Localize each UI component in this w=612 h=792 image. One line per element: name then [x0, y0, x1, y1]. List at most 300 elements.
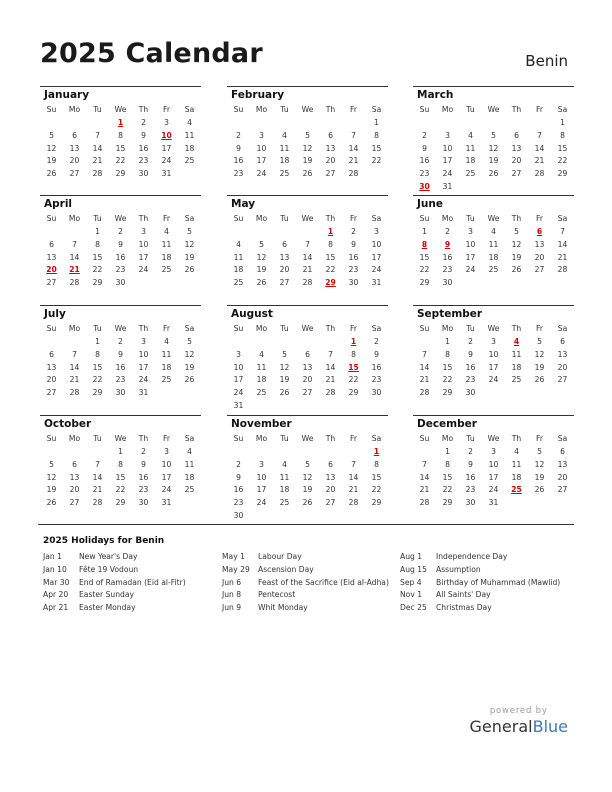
week-row: [227, 510, 388, 523]
date-cell: 20: [302, 375, 313, 385]
weekday-header: Th: [511, 324, 522, 333]
date-cell: 4: [164, 227, 169, 236]
date-cell: [365, 510, 388, 523]
date-cell: 23: [442, 265, 453, 275]
week-row: [413, 239, 574, 252]
date-cell: [273, 446, 296, 459]
date-cell: 29: [92, 278, 103, 288]
week-row: [413, 484, 574, 497]
weekday-header: Tu: [466, 324, 475, 333]
holiday-date: Aug 1: [400, 552, 423, 561]
date-cell: 3: [164, 447, 169, 456]
date-cell: 3: [141, 337, 146, 346]
week-row: [413, 264, 574, 277]
week-row: [227, 484, 388, 497]
date-cell: 14: [92, 472, 103, 482]
date-cell: 26: [302, 169, 313, 179]
date-cell: 10: [233, 362, 244, 372]
date-cell: 8: [560, 130, 565, 140]
date-cell: [342, 400, 365, 413]
date-cell: 23: [465, 375, 476, 385]
date-cell: 10: [138, 239, 149, 249]
week-row: [227, 155, 388, 168]
week-row: [413, 472, 574, 485]
weekday-header: Mo: [441, 434, 454, 443]
weekday-header: Fr: [163, 434, 170, 443]
date-cell: 18: [488, 252, 499, 262]
date-cell: [63, 446, 86, 459]
date-cell: 20: [279, 265, 290, 275]
weekday-header-row: [413, 212, 574, 226]
date-cell: 24: [138, 265, 149, 275]
weekday-header: Tu: [93, 214, 102, 223]
date-cell: 14: [325, 362, 336, 372]
holiday-date-cell: 8: [421, 239, 428, 249]
date-cell: 22: [325, 265, 336, 275]
date-cell: 6: [72, 459, 77, 469]
week-row: [413, 252, 574, 265]
date-cell: 8: [328, 239, 333, 249]
date-cell: 22: [92, 265, 103, 275]
date-cell: 27: [511, 169, 522, 179]
month-february: [227, 86, 388, 181]
date-cell: 24: [442, 169, 453, 179]
weekday-header: Su: [46, 324, 57, 333]
date-cell: 19: [488, 156, 499, 166]
date-cell: 9: [351, 239, 356, 249]
date-cell: 13: [557, 459, 568, 469]
date-cell: 13: [534, 239, 545, 249]
powered-by-text: powered by: [489, 706, 548, 716]
holiday-name: Fête 19 Vodoun: [79, 564, 139, 574]
date-cell: 11: [256, 362, 267, 372]
week-row: [413, 226, 574, 239]
weekday-header: Fr: [536, 214, 543, 223]
date-cell: 11: [184, 130, 195, 140]
month-may: [227, 195, 388, 290]
date-cell: [459, 277, 482, 290]
week-row: [227, 168, 388, 181]
date-cell: 19: [46, 485, 57, 495]
date-cell: 17: [161, 472, 172, 482]
date-cell: 2: [141, 118, 146, 127]
date-cell: 17: [488, 362, 499, 372]
date-cell: 25: [279, 498, 290, 508]
weekday-header: Su: [233, 434, 244, 443]
date-cell: 19: [302, 485, 313, 495]
weekday-header: We: [301, 434, 314, 443]
date-cell: 27: [302, 388, 313, 398]
date-cell: 12: [184, 239, 195, 249]
date-cell: 14: [557, 239, 568, 249]
date-cell: 11: [279, 472, 290, 482]
holidays-divider: [38, 524, 574, 525]
date-cell: [319, 510, 342, 523]
date-cell: 10: [442, 143, 453, 153]
holiday-entry: [400, 589, 580, 602]
week-row: [40, 484, 201, 497]
date-cell: 25: [184, 485, 195, 495]
month-september: [413, 305, 574, 400]
date-cell: 2: [422, 130, 427, 140]
date-cell: [296, 400, 319, 413]
holiday-entry: [222, 602, 402, 615]
date-cell: [250, 117, 273, 130]
weekday-header-row: [40, 432, 201, 446]
holiday-name: All Saints' Day: [436, 590, 491, 600]
date-cell: 28: [325, 388, 336, 398]
weekday-header-row: [40, 212, 201, 226]
week-row: [227, 277, 388, 290]
date-cell: [505, 497, 528, 510]
date-cell: [482, 117, 505, 130]
month-name: March: [417, 89, 454, 101]
date-cell: 29: [348, 388, 359, 398]
date-cell: 5: [537, 447, 542, 456]
date-cell: 26: [184, 375, 195, 385]
date-cell: 31: [161, 169, 172, 179]
date-cell: 6: [49, 349, 54, 359]
date-cell: 3: [445, 130, 450, 140]
date-cell: 21: [419, 485, 430, 495]
date-cell: 31: [442, 181, 453, 191]
date-cell: 9: [468, 459, 473, 469]
date-cell: 8: [95, 349, 100, 359]
date-cell: 4: [164, 337, 169, 346]
week-row: [40, 349, 201, 362]
week-row: [40, 239, 201, 252]
date-cell: [40, 226, 63, 239]
date-cell: 14: [534, 143, 545, 153]
holiday-date: Jun 9: [222, 603, 242, 613]
date-cell: 24: [233, 388, 244, 398]
date-cell: 17: [161, 143, 172, 153]
date-cell: 24: [256, 169, 267, 179]
date-cell: 18: [511, 362, 522, 372]
date-cell: 3: [374, 227, 379, 236]
date-cell: 18: [233, 265, 244, 275]
date-cell: 31: [233, 400, 244, 410]
date-cell: [296, 510, 319, 523]
date-cell: 11: [233, 252, 244, 262]
week-row: [40, 387, 201, 400]
date-cell: 17: [371, 252, 382, 262]
month-name: July: [44, 308, 66, 320]
date-cell: 16: [233, 156, 244, 166]
date-cell: 5: [259, 239, 264, 249]
week-row: [40, 362, 201, 375]
date-cell: 13: [279, 252, 290, 262]
date-cell: 27: [557, 375, 568, 385]
week-row: [227, 252, 388, 265]
date-cell: 17: [488, 472, 499, 482]
date-cell: [227, 226, 250, 239]
date-cell: 28: [92, 498, 103, 508]
date-cell: [342, 510, 365, 523]
date-cell: 30: [115, 278, 126, 288]
date-cell: [505, 387, 528, 400]
date-cell: 14: [419, 472, 430, 482]
date-cell: 20: [69, 156, 80, 166]
date-cell: 16: [371, 362, 382, 372]
date-cell: 21: [419, 375, 430, 385]
date-cell: 24: [161, 485, 172, 495]
date-cell: 7: [422, 349, 427, 359]
date-cell: 15: [371, 472, 382, 482]
date-cell: 11: [511, 349, 522, 359]
week-row: [227, 226, 388, 239]
date-cell: [250, 400, 273, 413]
holiday-date-cell: 20: [46, 265, 57, 275]
week-row: [413, 336, 574, 349]
month-name: January: [44, 89, 90, 101]
weekday-header-row: [40, 322, 201, 336]
date-cell: [63, 117, 86, 130]
date-cell: 26: [488, 169, 499, 179]
brand-name-part2: Blue: [532, 717, 568, 736]
date-cell: 28: [419, 498, 430, 508]
holiday-name: Easter Sunday: [79, 590, 135, 600]
weekday-header-row: [413, 432, 574, 446]
date-cell: 22: [371, 485, 382, 495]
date-cell: 19: [534, 362, 545, 372]
date-cell: 14: [348, 143, 359, 153]
date-cell: 12: [46, 143, 57, 153]
date-cell: [319, 446, 342, 459]
date-cell: 23: [138, 485, 149, 495]
date-cell: 27: [69, 169, 80, 179]
weekday-header: Sa: [184, 105, 195, 114]
brand-name: [470, 716, 568, 738]
date-cell: 20: [46, 375, 57, 385]
date-cell: 20: [534, 252, 545, 262]
date-cell: 9: [468, 349, 473, 359]
weekday-header: Th: [511, 105, 522, 114]
week-row: [227, 117, 388, 130]
date-cell: [365, 168, 388, 181]
date-cell: 3: [259, 130, 264, 140]
holiday-date-cell: 6: [536, 227, 543, 236]
weekday-header: We: [114, 214, 127, 223]
date-cell: [250, 226, 273, 239]
weekday-header: Tu: [466, 214, 475, 223]
date-cell: 1: [445, 337, 450, 346]
date-cell: 4: [187, 447, 192, 456]
month-august: [227, 305, 388, 413]
date-cell: [227, 336, 250, 349]
date-cell: 10: [138, 349, 149, 359]
date-cell: 6: [560, 447, 565, 456]
weekday-header-row: [227, 432, 388, 446]
date-cell: 8: [351, 349, 356, 359]
date-cell: [528, 181, 551, 194]
date-cell: [413, 336, 436, 349]
holiday-date: Aug 15: [400, 564, 427, 574]
date-cell: 19: [184, 362, 195, 372]
weekday-header: Sa: [557, 214, 568, 223]
week-row: [227, 446, 388, 459]
month-december: [413, 415, 574, 510]
date-cell: [178, 497, 201, 510]
date-cell: 7: [351, 459, 356, 469]
date-cell: 30: [233, 510, 244, 520]
date-cell: 22: [348, 375, 359, 385]
holiday-name: Assumption: [436, 564, 481, 574]
holiday-date: Jan 10: [43, 564, 67, 574]
date-cell: [273, 117, 296, 130]
date-cell: 21: [92, 485, 103, 495]
date-cell: [178, 387, 201, 400]
date-cell: 26: [302, 498, 313, 508]
weekday-header: Sa: [557, 105, 568, 114]
date-cell: 13: [69, 143, 80, 153]
date-cell: 31: [138, 388, 149, 398]
weekday-header: Su: [419, 324, 430, 333]
weekday-header: Su: [233, 105, 244, 114]
date-cell: [528, 497, 551, 510]
weekday-header: Mo: [68, 324, 81, 333]
date-cell: 28: [69, 388, 80, 398]
date-cell: 2: [236, 130, 241, 140]
weekday-header: Tu: [93, 105, 102, 114]
holiday-name: Pentecost: [258, 590, 296, 600]
date-cell: 25: [184, 156, 195, 166]
date-cell: 7: [95, 130, 100, 140]
week-row: [227, 497, 388, 510]
date-cell: 9: [118, 239, 123, 249]
weekday-header-row: [227, 103, 388, 117]
date-cell: 29: [419, 278, 430, 288]
date-cell: [505, 277, 528, 290]
date-cell: 14: [348, 472, 359, 482]
date-cell: 23: [419, 169, 430, 179]
weekday-header: Su: [46, 434, 57, 443]
date-cell: 19: [184, 252, 195, 262]
date-cell: [482, 387, 505, 400]
date-cell: [63, 226, 86, 239]
date-cell: 8: [118, 130, 123, 140]
week-row: [413, 181, 574, 194]
date-cell: 27: [534, 265, 545, 275]
date-cell: 7: [351, 130, 356, 140]
holiday-date: Jun 6: [222, 577, 242, 587]
date-cell: 13: [325, 472, 336, 482]
date-cell: 28: [302, 278, 313, 288]
date-cell: [365, 400, 388, 413]
holiday-date-cell: 29: [325, 278, 336, 288]
date-cell: 25: [279, 169, 290, 179]
date-cell: 12: [184, 349, 195, 359]
date-cell: 29: [115, 169, 126, 179]
week-row: [413, 168, 574, 181]
date-cell: 22: [419, 265, 430, 275]
weekday-header: Fr: [163, 105, 170, 114]
date-cell: 2: [468, 447, 473, 456]
date-cell: 5: [305, 130, 310, 140]
weekday-header: Tu: [93, 324, 102, 333]
date-cell: 4: [514, 447, 519, 456]
date-cell: 6: [72, 130, 77, 140]
month-name: December: [417, 418, 477, 430]
date-cell: 12: [256, 252, 267, 262]
date-cell: 14: [419, 362, 430, 372]
date-cell: 28: [69, 278, 80, 288]
date-cell: 30: [138, 498, 149, 508]
weekday-header: Su: [233, 214, 244, 223]
date-cell: 3: [491, 337, 496, 346]
weekday-header: Th: [138, 434, 149, 443]
date-cell: 24: [465, 265, 476, 275]
weekday-header: Tu: [280, 434, 289, 443]
date-cell: 6: [305, 349, 310, 359]
date-cell: 2: [141, 447, 146, 456]
page-title: 2025 Calendar: [40, 38, 263, 69]
week-row: [227, 239, 388, 252]
date-cell: 26: [534, 375, 545, 385]
date-cell: 6: [328, 130, 333, 140]
date-cell: 8: [445, 459, 450, 469]
holiday-date-cell: 10: [161, 130, 172, 140]
week-row: [227, 459, 388, 472]
date-cell: 20: [557, 472, 568, 482]
weekday-header-row: [227, 212, 388, 226]
week-row: [413, 349, 574, 362]
weekday-header: Mo: [441, 105, 454, 114]
date-cell: [319, 117, 342, 130]
weekday-header-row: [413, 322, 574, 336]
date-cell: 24: [488, 375, 499, 385]
date-cell: [528, 277, 551, 290]
date-cell: 5: [305, 459, 310, 469]
date-cell: 8: [445, 349, 450, 359]
date-cell: [132, 277, 155, 290]
date-cell: 9: [236, 472, 241, 482]
date-cell: 16: [138, 472, 149, 482]
holiday-entry: [43, 602, 223, 615]
date-cell: 18: [511, 472, 522, 482]
date-cell: 4: [259, 349, 264, 359]
holiday-date: Apr 20: [43, 590, 69, 600]
weekday-header: Sa: [184, 434, 195, 443]
date-cell: 9: [374, 349, 379, 359]
date-cell: 4: [491, 227, 496, 236]
week-row: [227, 264, 388, 277]
weekday-header: Mo: [255, 324, 268, 333]
date-cell: 29: [92, 388, 103, 398]
date-cell: 2: [118, 337, 123, 346]
date-cell: 28: [348, 498, 359, 508]
date-cell: 29: [371, 498, 382, 508]
date-cell: 20: [557, 362, 568, 372]
date-cell: 22: [115, 485, 126, 495]
holiday-name: Whit Monday: [258, 603, 308, 613]
date-cell: 25: [465, 169, 476, 179]
date-cell: 20: [69, 485, 80, 495]
date-cell: 9: [236, 143, 241, 153]
holiday-name: New Year's Day: [79, 552, 138, 561]
week-row: [40, 459, 201, 472]
month-name: November: [231, 418, 292, 430]
weekday-header: Fr: [536, 434, 543, 443]
date-cell: [250, 510, 273, 523]
weekday-header: Mo: [441, 324, 454, 333]
holiday-date: Dec 25: [400, 603, 427, 613]
date-cell: [342, 446, 365, 459]
week-row: [413, 130, 574, 143]
weekday-header: We: [487, 434, 500, 443]
date-cell: 2: [468, 337, 473, 346]
date-cell: 3: [491, 447, 496, 456]
